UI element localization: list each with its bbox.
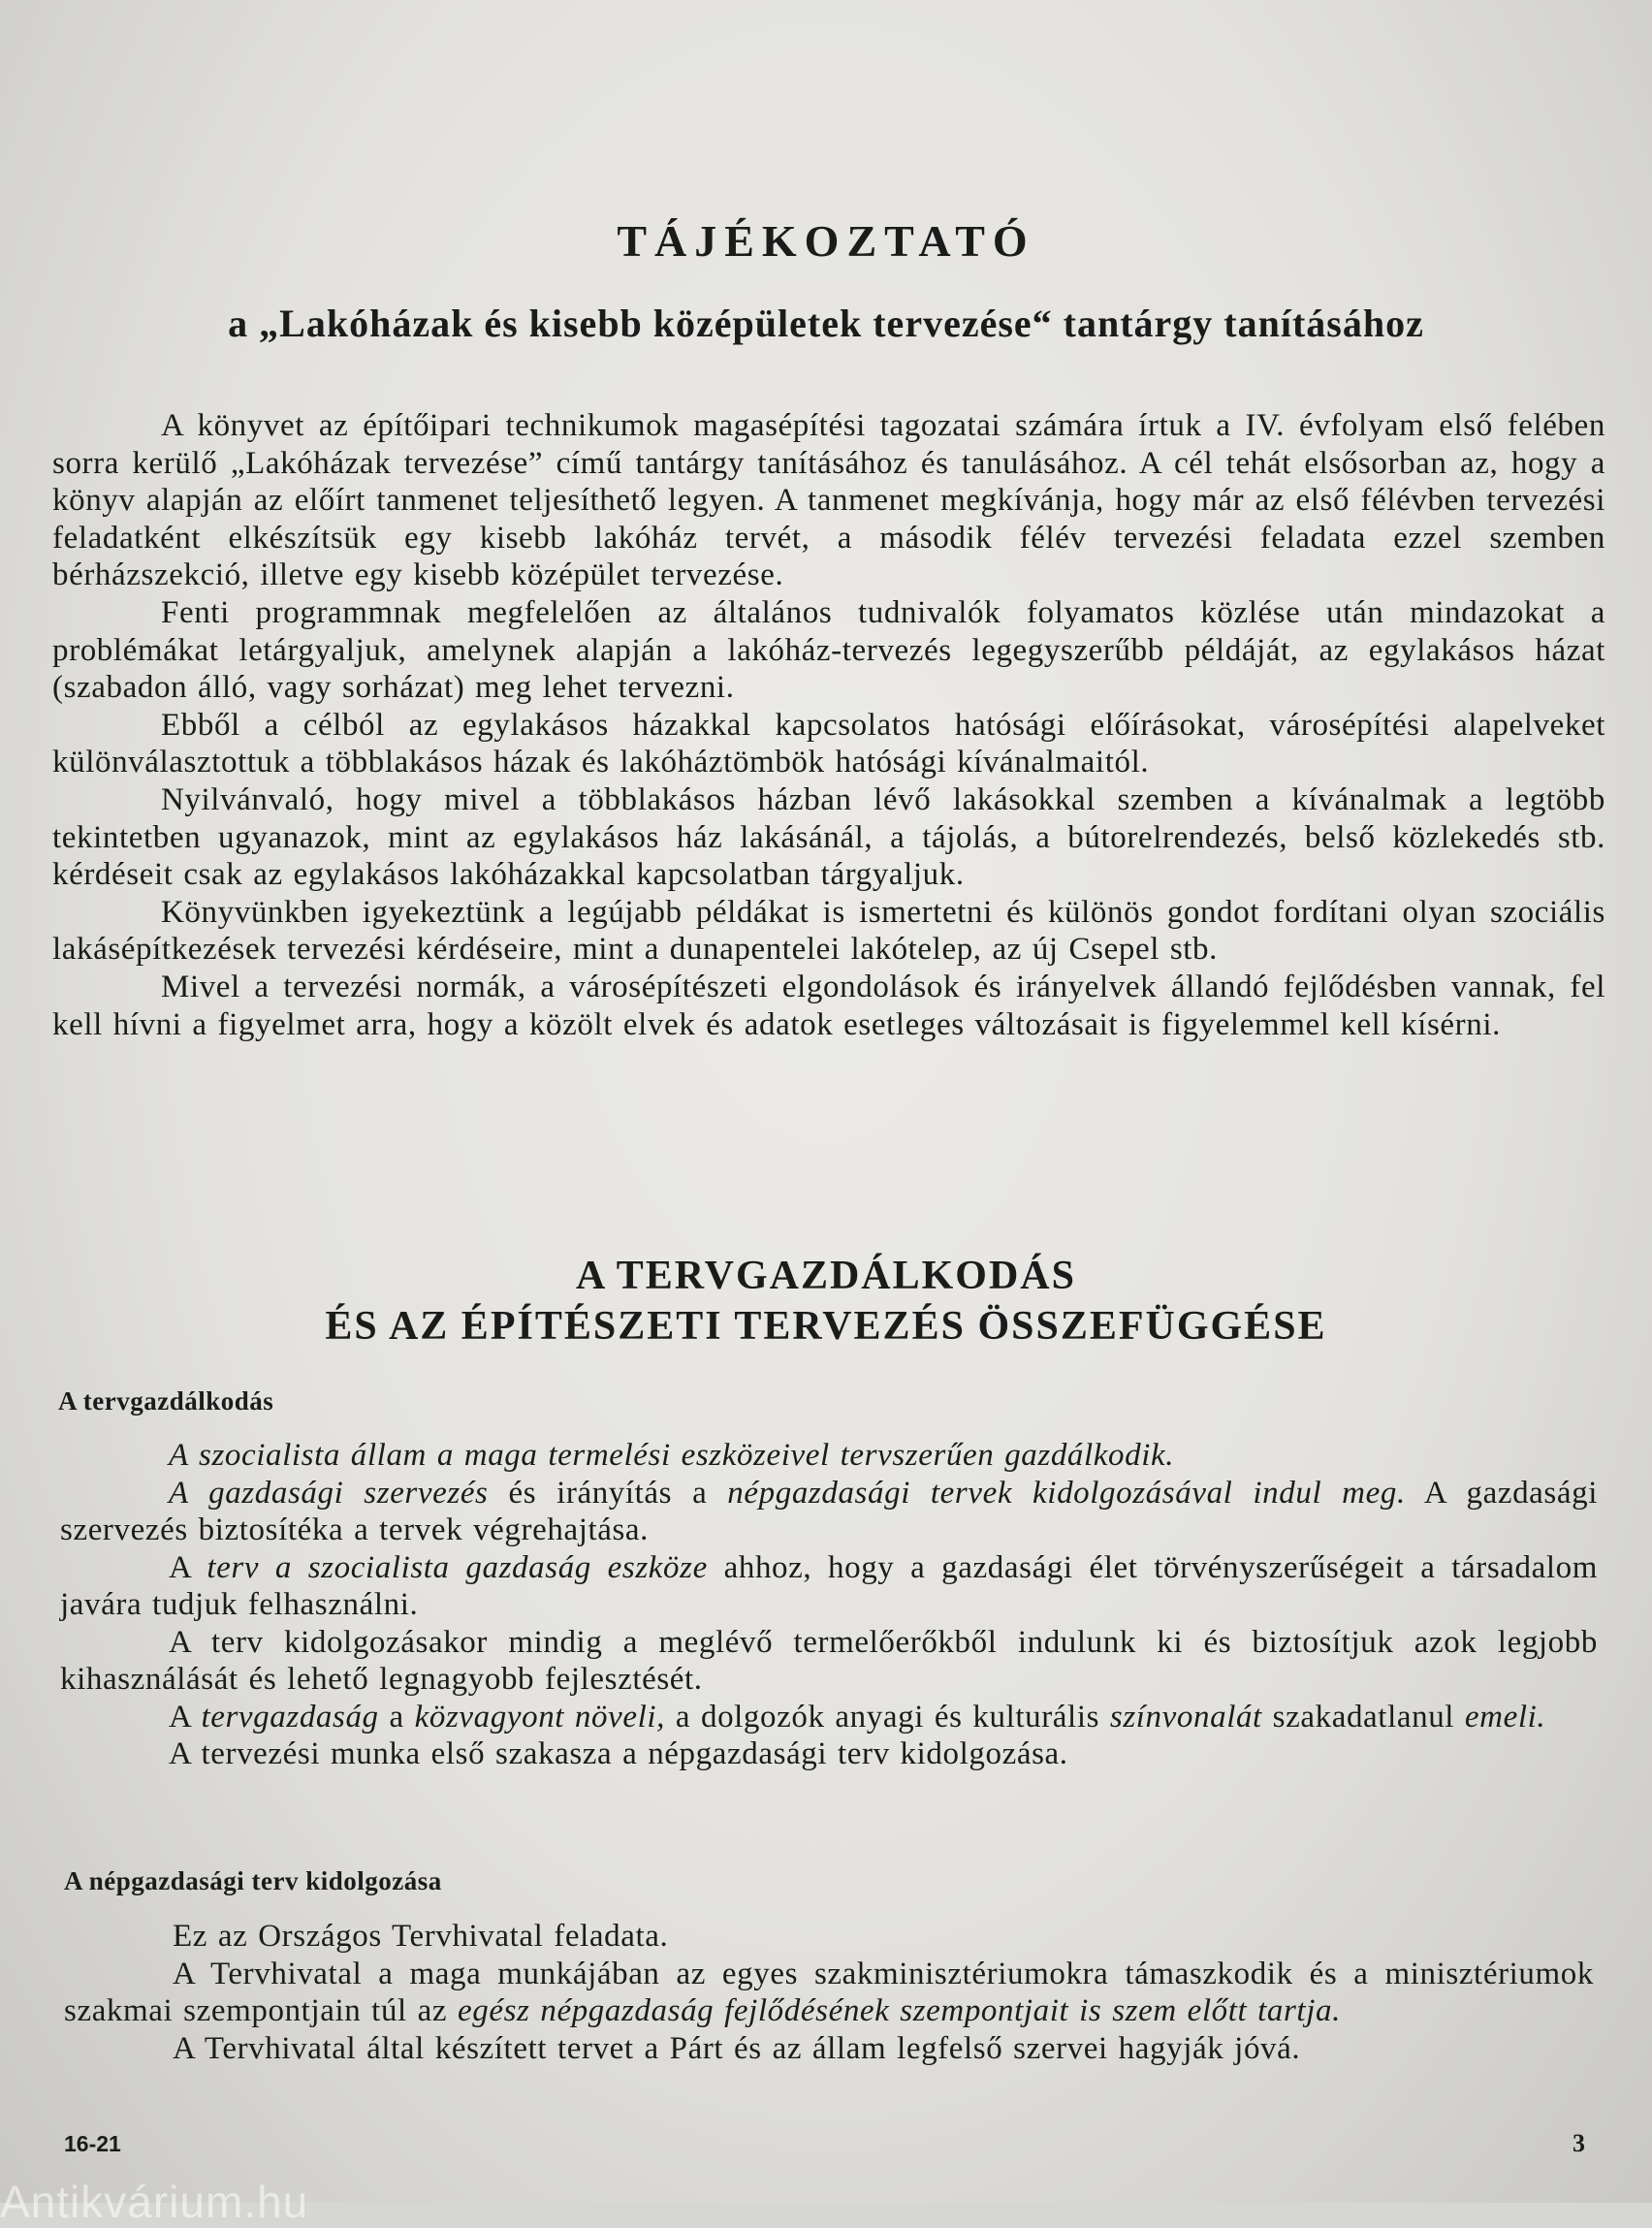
page-subtitle: a „Lakóházak és kisebb középületek tervezése“ tantárgy tanításához [228, 302, 1424, 345]
section-title-line-2: ÉS AZ ÉPÍTÉSZETI TERVEZÉS ÖSSZEFÜGGÉSE [325, 1304, 1327, 1349]
text-run: ahhoz, hogy a gazdasági élet törvényszerűségeit a társadalom javára tudjuk felhasználni. [60, 1549, 1598, 1622]
watermark: Antikvárium.hu [0, 2177, 309, 2227]
paragraph [64, 1918, 1594, 1956]
paragraph [60, 1699, 1598, 1736]
paragraph [52, 781, 1605, 894]
section-title [0, 1251, 1652, 1352]
subsection-heading-nepgazdasagi-terv: A népgazdasági terv kidolgozása [64, 1866, 442, 1895]
italic-text: közvagyont növeli, [414, 1699, 666, 1735]
text-run: Nyilvánvaló, hogy mivel a többlakásos házban lévő lakásokkal szemben a kívánalmak a legtöbb tekintetben ugyanazok, mint az egylakásos ház lakásánál, a tájolás, a bútorelrendezés, belső közlekedés stb. kérdéseit csak az egylakásos lakóházakkal kapcsolatban tárgyaljuk. [52, 781, 1605, 893]
subsection-text-tervgazdalkodas [60, 1437, 1598, 1773]
text-run: a dolgozók anyagi és kulturális [665, 1699, 1110, 1735]
italic-text: A szocialista állam a maga termelési eszközeivel tervszerűen gazdálkodik. [169, 1438, 1175, 1473]
page-title: TÁJÉKOZTATÓ [617, 216, 1035, 266]
paragraph [64, 2030, 1594, 2068]
italic-text: emeli. [1464, 1699, 1546, 1735]
text-run: a [378, 1699, 415, 1735]
italic-text: népgazdasági tervek kidolgozásával indul meg. [727, 1475, 1406, 1511]
italic-text: A gazdasági szervezés [169, 1475, 489, 1511]
text-run: Ez az Országos Tervhivatal feladata. [173, 1919, 669, 1954]
text-run: Ebből a célból az egylakásos házakkal kapcsolatos hatósági előírásokat, városépítési alapelveket különválasztottuk a többlakásos házak és lakóháztömbök hatósági kívánalmaitól. [52, 707, 1605, 780]
text-run: A gazdasági szervezés biztosítéka a tervek végrehajtása. [60, 1475, 1598, 1547]
text-run: Fenti programmnak megfelelően az általános tudnivalók folyamatos közlése után mindazokat a problémákat letárgyaljuk, amelynek alapján a lakóház-tervezés legegyszerűbb példáját, az egylakásos házat (szabadon álló, vagy sorházat) meg lehet tervezni. [52, 594, 1605, 706]
paragraph [52, 707, 1605, 781]
paragraph [60, 1437, 1598, 1475]
intro-text [52, 407, 1605, 1043]
subsection-heading-tervgazdalkodas: A tervgazdálkodás [58, 1386, 274, 1416]
paragraph [60, 1624, 1598, 1699]
section-title-line-1: A TERVGAZDÁLKODÁS [575, 1254, 1076, 1298]
text-run: A tervezési munka első szakasza a népgazdasági terv kidolgozása. [169, 1736, 1068, 1771]
paragraph [52, 407, 1605, 594]
text-run: A terv kidolgozásakor mindig a meglévő termelőerőkből indulunk ki és biztosítjuk azok legjobb kihasználását és lehető legnagyobb fejlesztését. [60, 1624, 1598, 1697]
text-run: A [169, 1549, 207, 1585]
paragraph [52, 594, 1605, 707]
text-run: A [169, 1699, 202, 1735]
paragraph [60, 1735, 1598, 1773]
page-number: 3 [1573, 2129, 1585, 2157]
italic-text: színvonalát [1109, 1699, 1262, 1735]
italic-text: terv a szocialista gazdaság eszköze [206, 1549, 708, 1585]
text-run: szakadatlanul [1261, 1699, 1465, 1735]
text-run: A Tervhivatal a maga munkájában az egyes szakminisztériumokra támaszkodik és a minisztériumok szakmai szempontjain túl az [64, 1956, 1594, 2028]
paragraph [52, 969, 1605, 1043]
printer-signature: 16-21 [64, 2131, 121, 2156]
paragraph [60, 1549, 1598, 1624]
text-run: Mivel a tervezési normák, a városépítészeti elgondolások és irányelvek állandó fejlődésben vannak, fel kell hívni a figyelmet arra, hogy a közölt elvek és adatok esetleges változásait is figyelemmel kell kísérni. [52, 969, 1605, 1042]
paragraph [60, 1475, 1598, 1549]
paragraph [64, 1956, 1594, 2030]
text-run: A Tervhivatal által készített tervet a Párt és az állam legfelső szervei hagyják jóvá. [173, 2030, 1301, 2066]
text-run: és irányítás a [488, 1475, 728, 1511]
paragraph [52, 894, 1605, 969]
italic-text: egész népgazdaság fejlődésének szempontjait is szem előtt tartja. [458, 1993, 1341, 2028]
subsection-text-nepgazdasagi-terv [64, 1918, 1594, 2067]
italic-text: tervgazdaság [201, 1699, 379, 1735]
text-run: Könyvünkben igyekeztünk a legújabb példákat is ismertetni és különös gondot fordítani olyan szociális lakásépítkezések tervezési kérdéseire, mint a dunapentelei lakótelep, az új Csepel stb. [52, 894, 1605, 968]
text-run: A könyvet az építőipari technikumok magasépítési tagozatai számára írtuk a IV. évfolyam első felében sorra kerülő „Lakóházak tervezése” című tantárgy tanításához és tanulásához. A cél tehát elsősorban az, hogy a könyv alapján az előírt tanmenet teljesíthető legyen. A tanmenet megkívánja, hogy már az első félévben tervezési feladatként elkészítsük egy kisebb lakóház tervét, a második félév tervezési feladata ezzel szemben bérházszekció, illetve egy kisebb középület tervezése. [52, 408, 1605, 593]
